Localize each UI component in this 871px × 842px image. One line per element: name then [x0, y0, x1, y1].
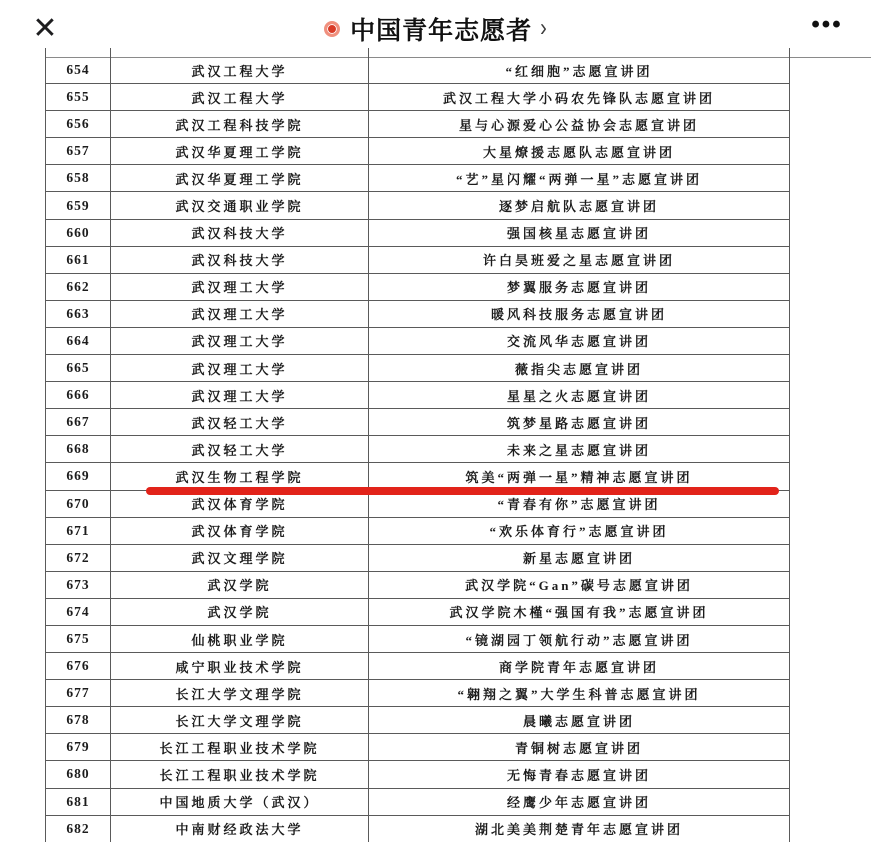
organization-name-cell: 交流风华志愿宣讲团	[506, 334, 651, 350]
organization-name-cell: 筑梦星路志愿宣讲团	[506, 415, 651, 431]
row-number-cell: 672	[46, 545, 111, 571]
row-number-cell: 657	[46, 138, 111, 164]
school-name-cell: 咸宁职业技术学院	[111, 653, 369, 679]
organization-name-cell: 未来之星志愿宣讲团	[506, 442, 651, 458]
school-name-cell: 中南财经政法大学	[111, 816, 369, 842]
close-icon[interactable]: ✕	[32, 12, 58, 45]
organization-name-cell: 晨曦志愿宣讲团	[522, 713, 635, 729]
more-options-icon[interactable]: •••	[811, 11, 843, 38]
table-row[interactable]	[46, 328, 789, 355]
row-number-cell: 678	[46, 707, 111, 733]
organization-name-cell: 无悔青春志愿宣讲团	[506, 767, 651, 783]
table-row[interactable]	[46, 707, 789, 734]
organization-name-cell: 商学院青年志愿宣讲团	[498, 659, 659, 675]
organization-name-cell: “青春有你”志愿宣讲团	[497, 497, 661, 513]
table-row[interactable]	[46, 761, 789, 788]
row-number-cell: 676	[46, 653, 111, 679]
school-name-cell: 武汉工程科技学院	[111, 111, 369, 137]
organization-name-cell: “欢乐体育行”志愿宣讲团	[489, 524, 669, 540]
row-number-cell: 671	[46, 518, 111, 544]
organization-name-cell: 武汉学院“Gan”碳号志愿宣讲团	[465, 578, 693, 594]
organization-name-cell: 薇指尖志愿宣讲团	[514, 361, 643, 377]
table-row[interactable]	[46, 301, 789, 328]
organization-name-cell: 武汉学院木槿“强国有我”志愿宣讲团	[449, 605, 709, 621]
row-number-cell: 659	[46, 192, 111, 218]
table-row[interactable]	[46, 355, 789, 382]
organization-name-cell: 强国核星志愿宣讲团	[506, 226, 651, 242]
row-number-cell: 660	[46, 220, 111, 246]
school-name-cell: 长江大学文理学院	[111, 707, 369, 733]
school-name-cell: 武汉学院	[111, 572, 369, 598]
row-number-cell: 669	[46, 463, 111, 489]
organization-name-cell: 许白昊班爱之星志愿宣讲团	[482, 253, 675, 269]
school-name-cell: 仙桃职业学院	[111, 626, 369, 652]
organization-name-cell: 逐梦启航队志愿宣讲团	[498, 199, 659, 215]
table-row[interactable]	[46, 165, 789, 192]
row-number-cell: 662	[46, 274, 111, 300]
row-number-cell: 670	[46, 491, 111, 517]
organization-name-cell: “翱翔之翼”大学生科普志愿宣讲团	[457, 686, 701, 702]
table-row[interactable]	[46, 409, 789, 436]
school-name-cell: 武汉科技大学	[111, 220, 369, 246]
row-number-cell: 680	[46, 761, 111, 787]
school-name-cell: 武汉轻工大学	[111, 436, 369, 462]
row-number-cell: 667	[46, 409, 111, 435]
table-row[interactable]	[46, 138, 789, 165]
organization-name-cell: “艺”星闪耀“两弹一星”志愿宣讲团	[455, 171, 702, 187]
organization-name-cell: 经鹰少年志愿宣讲团	[506, 795, 651, 811]
school-name-cell: 武汉理工大学	[111, 328, 369, 354]
organization-name-cell: 大星燎援志愿队志愿宣讲团	[482, 144, 675, 160]
table-row[interactable]	[46, 247, 789, 274]
chevron-right-icon: ›	[540, 14, 547, 42]
table-row[interactable]	[46, 680, 789, 707]
school-name-cell: 武汉交通职业学院	[111, 192, 369, 218]
table-row[interactable]	[46, 626, 789, 653]
school-name-cell: 武汉华夏理工学院	[111, 165, 369, 191]
school-name-cell: 长江大学文理学院	[111, 680, 369, 706]
table-row[interactable]	[46, 545, 789, 572]
organization-name-cell: 星星之火志愿宣讲团	[506, 388, 651, 404]
organization-name-cell: “红细胞”志愿宣讲团	[505, 63, 653, 79]
row-number-cell: 681	[46, 789, 111, 815]
school-name-cell: 武汉工程大学	[111, 84, 369, 110]
table-row[interactable]	[46, 274, 789, 301]
row-number-cell: 665	[46, 355, 111, 381]
row-number-cell: 679	[46, 734, 111, 760]
organization-name-cell: 暖风科技服务志愿宣讲团	[490, 307, 667, 323]
highlight-red-underline	[146, 487, 779, 495]
school-name-cell: 长江工程职业技术学院	[111, 734, 369, 760]
school-name-cell: 武汉生物工程学院	[111, 463, 369, 489]
table-row[interactable]	[46, 653, 789, 680]
school-name-cell: 中国地质大学（武汉）	[111, 789, 369, 815]
row-number-cell: 664	[46, 328, 111, 354]
row-number-cell: 675	[46, 626, 111, 652]
row-number-cell: 655	[46, 84, 111, 110]
school-name-cell: 武汉理工大学	[111, 301, 369, 327]
school-name-cell: 武汉轻工大学	[111, 409, 369, 435]
organization-name-cell: 新星志愿宣讲团	[522, 551, 635, 567]
school-name-cell: 武汉工程大学	[111, 57, 369, 83]
organization-name-cell: 星与心源爱心公益协会志愿宣讲团	[458, 117, 699, 133]
stub-divider	[368, 48, 369, 57]
row-number-cell: 673	[46, 572, 111, 598]
table-row[interactable]	[46, 491, 789, 518]
row-number-cell: 661	[46, 247, 111, 273]
organization-name-cell: “镜湖园丁领航行动”志愿宣讲团	[465, 632, 693, 648]
table-row[interactable]	[46, 518, 789, 545]
school-name-cell: 武汉理工大学	[111, 382, 369, 408]
school-name-cell: 武汉科技大学	[111, 247, 369, 273]
school-name-cell: 武汉学院	[111, 599, 369, 625]
row-number-cell: 663	[46, 301, 111, 327]
organization-name-cell: 筑美“两弹一星”精神志愿宣讲团	[465, 469, 693, 485]
school-name-cell: 武汉体育学院	[111, 491, 369, 517]
row-number-cell: 674	[46, 599, 111, 625]
school-name-cell: 长江工程职业技术学院	[111, 761, 369, 787]
row-number-cell: 654	[46, 57, 111, 83]
school-name-cell: 武汉体育学院	[111, 518, 369, 544]
school-name-cell: 武汉文理学院	[111, 545, 369, 571]
table-row[interactable]	[46, 111, 789, 138]
table-row[interactable]	[46, 84, 789, 111]
school-name-cell: 武汉华夏理工学院	[111, 138, 369, 164]
row-number-cell: 677	[46, 680, 111, 706]
school-name-cell: 武汉理工大学	[111, 355, 369, 381]
row-number-cell: 682	[46, 816, 111, 842]
table-row[interactable]	[46, 789, 789, 816]
stub-divider	[110, 48, 111, 57]
row-number-cell: 656	[46, 111, 111, 137]
row-number-cell: 668	[46, 436, 111, 462]
row-number-cell: 658	[46, 165, 111, 191]
table-row[interactable]	[46, 192, 789, 219]
table-stub-row	[45, 48, 790, 57]
volunteer-table	[45, 57, 790, 842]
organization-name-cell: 青铜树志愿宣讲团	[514, 740, 643, 756]
row-number-cell: 666	[46, 382, 111, 408]
organization-name-cell: 湖北美美荆楚青年志愿宣讲团	[474, 822, 683, 838]
table-row[interactable]	[46, 816, 789, 842]
school-name-cell: 武汉理工大学	[111, 274, 369, 300]
table-row[interactable]	[46, 599, 789, 626]
table-row[interactable]	[46, 463, 789, 490]
table-row[interactable]	[46, 382, 789, 409]
table-row[interactable]	[46, 734, 789, 761]
organization-name-cell: 梦翼服务志愿宣讲团	[506, 280, 651, 296]
table-row[interactable]	[46, 220, 789, 247]
page-title: 中国青年志愿者	[350, 16, 533, 45]
table-row[interactable]	[46, 436, 789, 463]
table-row[interactable]	[46, 572, 789, 599]
red-dot-badge-icon	[324, 21, 340, 37]
table-row[interactable]	[46, 57, 789, 84]
organization-name-cell: 武汉工程大学小码农先锋队志愿宣讲团	[442, 90, 715, 106]
